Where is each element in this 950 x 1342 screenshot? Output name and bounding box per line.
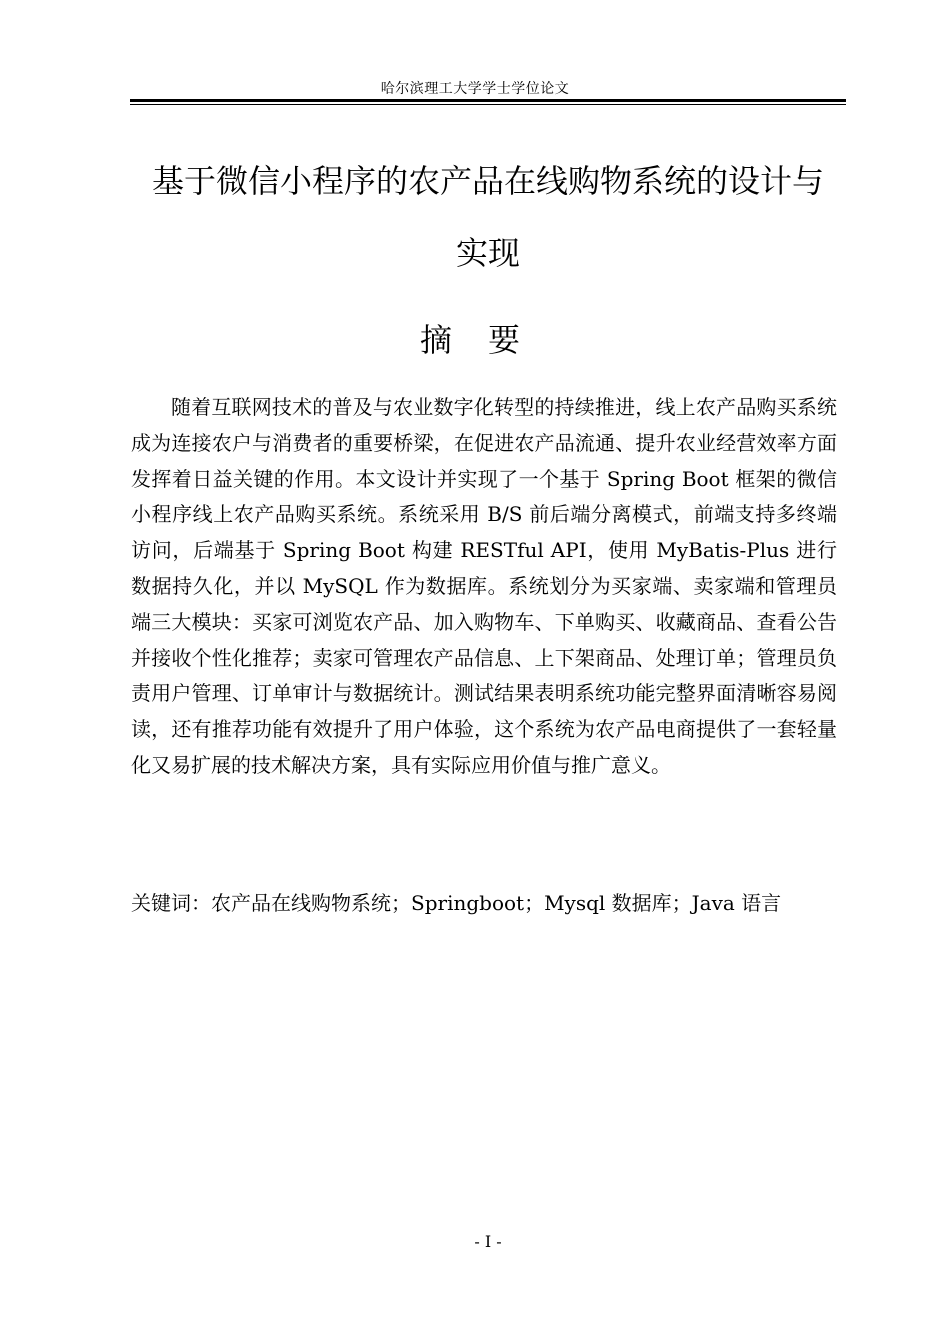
thesis-title-line-2: 实现 <box>455 234 520 272</box>
header-rule-thin <box>130 104 846 105</box>
abstract-paragraph: 随着互联网技术的普及与农业数字化转型的持续推进，线上农产品购买系统成为连接农户与消费者的重要桥梁，在促进农产品流通、提升农业经营效率方面发挥着日益关键的作用。本文设计并实现了一个基于 Spring Boot 框架的微信小程序线上农产品购买系统。系统采用 B/S 前后端分离模式，前端支持多终端访问，后端基于 Spring Boot 构建 RESTful API，使用 MyBatis-Plus 进行数据持久化，并以 MySQL 作为数据库。系统划分为买家端、卖家端和管理员端三大模块：买家可浏览农产品、加入购物车、下单购买、收藏商品、查看公告并接收个性化推荐；卖家可管理农产品信息、上下架商品、处理订单；管理员负责用户管理、订单审计与数据统计。测试结果表明系统功能完整界面清晰容易阅读，还有推荐功能有效提升了用户体验，这个系统为农产品电商提供了一套轻量化又易扩展的技术解决方案，具有实际应用价值与推广意义。 <box>131 395 837 777</box>
abstract-heading: 摘要 <box>419 321 556 359</box>
running-header: 哈尔滨理工大学学士学位论文 <box>380 81 570 97</box>
page-number: - I - <box>474 1232 502 1251</box>
keywords-line <box>131 887 841 919</box>
thesis-title-line-1: 基于微信小程序的农产品在线购物系统的设计与 <box>151 162 824 200</box>
header-rule-thick <box>130 99 846 102</box>
keywords-label: 关键词： <box>131 891 211 915</box>
keywords-text: 农产品在线购物系统；Springboot；Mysql 数据库；Java 语言 <box>211 891 782 915</box>
